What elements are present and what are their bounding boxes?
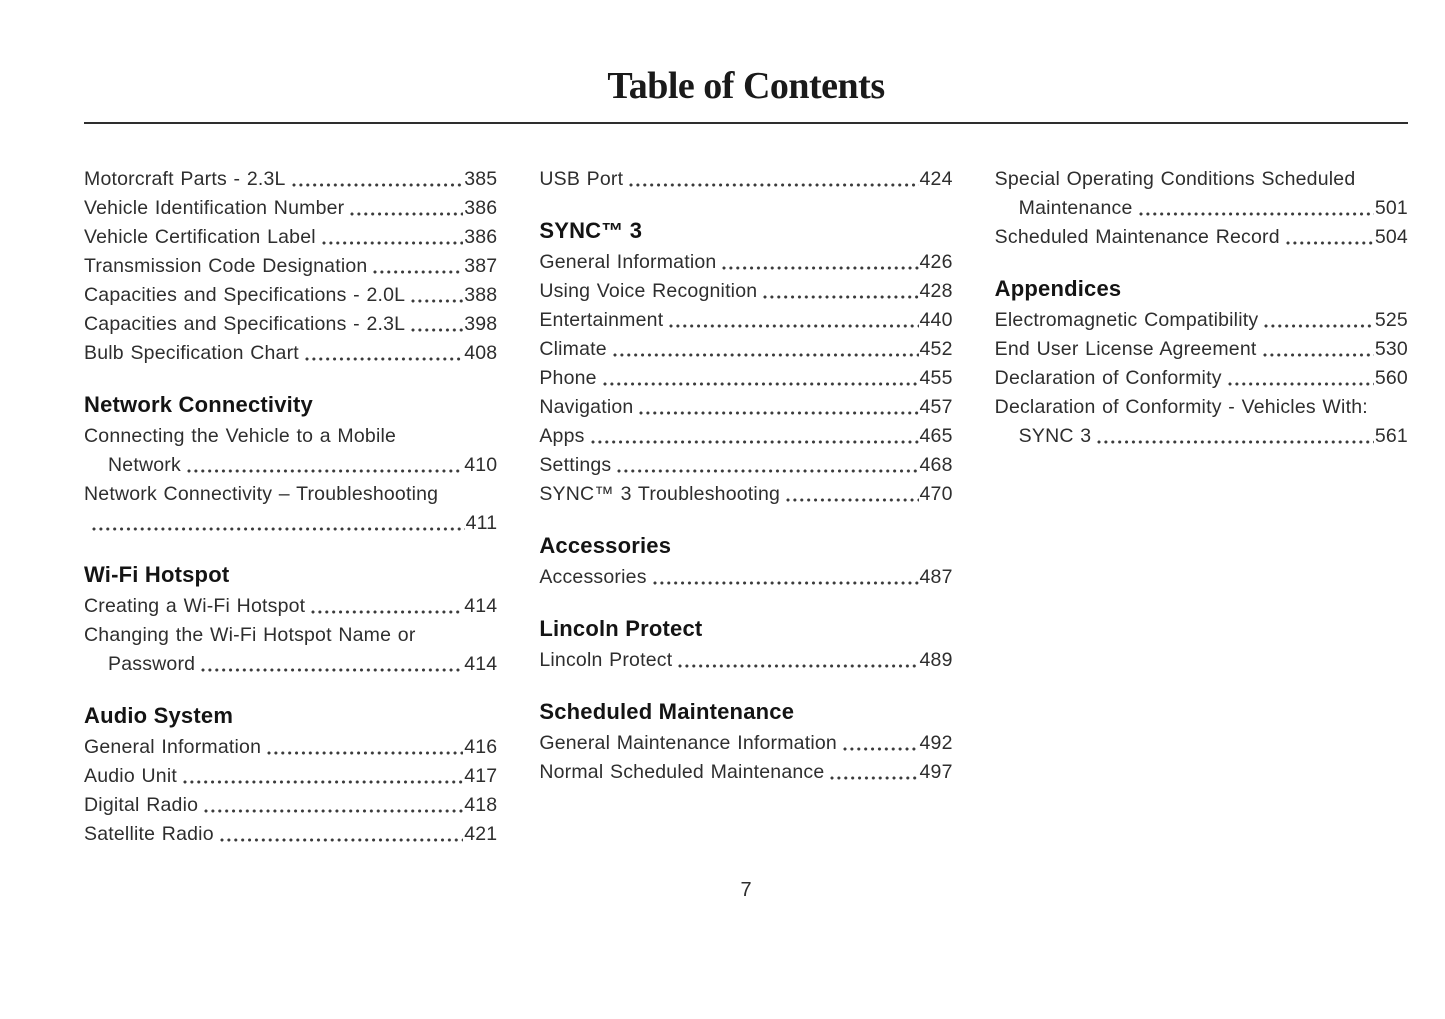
entry-label: USB Port [539, 168, 624, 190]
entry-line [84, 194, 497, 223]
dotted-leader [830, 776, 918, 780]
entry-line [84, 422, 497, 451]
entry-page-number: 455 [919, 367, 953, 389]
entry-page-number: 501 [1374, 197, 1408, 219]
entry-label: Capacities and Specifications - 2.3L [84, 313, 406, 335]
toc-entry[interactable] [995, 223, 1408, 252]
dotted-leader [187, 469, 463, 473]
toc-entry[interactable] [539, 306, 952, 335]
toc-entry[interactable] [539, 451, 952, 480]
page-title: Table of Contents [607, 65, 885, 107]
entry-page-number: 530 [1374, 338, 1408, 360]
toc-section [539, 216, 952, 509]
entry-line [84, 762, 497, 791]
toc-entry[interactable] [84, 223, 497, 252]
toc-entry[interactable] [84, 621, 497, 679]
entry-line [539, 393, 952, 422]
toc-columns [0, 124, 1445, 849]
entry-line-continuation [995, 194, 1408, 223]
entry-label: Audio Unit [84, 765, 177, 787]
entry-label: Climate [539, 338, 607, 360]
dotted-leader [292, 183, 464, 187]
entry-page-number: 385 [464, 168, 498, 190]
toc-entry[interactable] [539, 335, 952, 364]
entry-line [539, 758, 952, 787]
entry-page-number: 465 [919, 425, 953, 447]
entry-label: Changing the Wi-Fi Hotspot Name or [84, 624, 416, 646]
dotted-leader [1139, 212, 1374, 216]
dotted-leader [629, 183, 918, 187]
toc-entry[interactable] [995, 393, 1408, 451]
dotted-leader [786, 498, 918, 502]
entry-label: Vehicle Certification Label [84, 226, 316, 248]
entry-line [539, 422, 952, 451]
entry-label: Declaration of Conformity [994, 367, 1222, 389]
toc-section [84, 390, 497, 538]
entry-page-number: 560 [1374, 367, 1408, 389]
dotted-leader [322, 241, 463, 245]
entry-page-number: 457 [919, 396, 953, 418]
section-heading: Accessories [539, 533, 672, 558]
toc-entry[interactable] [539, 646, 952, 675]
entry-page-number: 428 [919, 280, 953, 302]
toc-entry[interactable] [995, 306, 1408, 335]
toc-entry[interactable] [539, 393, 952, 422]
dotted-leader [1097, 440, 1374, 444]
entry-page-number: 386 [464, 197, 498, 219]
entry-page-number: 497 [919, 761, 953, 783]
entry-line [539, 306, 952, 335]
dotted-leader [411, 328, 463, 332]
entry-label: End User License Agreement [994, 338, 1257, 360]
entry-label-continuation: Network [108, 454, 181, 476]
entry-line [539, 277, 952, 306]
entry-label: General Maintenance Information [539, 732, 837, 754]
toc-entry[interactable] [539, 165, 952, 194]
entry-label: Entertainment [539, 309, 664, 331]
toc-entry[interactable] [539, 758, 952, 787]
entry-page-number: 411 [465, 512, 498, 534]
dotted-leader [591, 440, 919, 444]
toc-entry[interactable] [539, 364, 952, 393]
entry-line [84, 252, 497, 281]
entry-line [84, 621, 497, 650]
entry-line [84, 791, 497, 820]
entry-label: Navigation [539, 396, 634, 418]
entry-label-continuation: Maintenance [1018, 197, 1133, 219]
entry-page-number: 421 [464, 823, 498, 845]
dotted-leader [678, 664, 918, 668]
entry-page-number: 561 [1374, 425, 1408, 447]
entry-label: Declaration of Conformity - Vehicles With: [994, 396, 1368, 418]
entry-page-number: 386 [464, 226, 498, 248]
entry-line [995, 335, 1408, 364]
entry-label: SYNC™ 3 Troubleshooting [539, 483, 781, 505]
entry-page-number: 452 [919, 338, 953, 360]
entry-label: Using Voice Recognition [539, 280, 758, 302]
dotted-leader [1228, 382, 1374, 386]
dotted-leader [1286, 241, 1374, 245]
entry-page-number: 417 [464, 765, 498, 787]
toc-entry[interactable] [84, 762, 497, 791]
entry-label: Phone [539, 367, 597, 389]
dotted-leader [763, 295, 918, 299]
entry-line [539, 563, 952, 592]
toc-entry[interactable] [84, 791, 497, 820]
section-heading: Network Connectivity [84, 392, 313, 417]
entry-page-number: 504 [1374, 226, 1408, 248]
toc-entry[interactable] [995, 165, 1408, 223]
entry-page-number: 387 [464, 255, 498, 277]
dotted-leader [183, 780, 463, 784]
entry-line [539, 335, 952, 364]
entry-page-number: 487 [919, 566, 953, 588]
entry-page-number: 388 [464, 284, 498, 306]
section-heading: SYNC™ 3 [539, 218, 643, 243]
entry-label: Connecting the Vehicle to a Mobile [84, 425, 397, 447]
entry-page-number: 418 [464, 794, 498, 816]
entry-page-number: 408 [464, 342, 498, 364]
toc-entry[interactable] [84, 422, 497, 480]
entry-label: Bulb Specification Chart [84, 342, 299, 364]
toc-entry[interactable] [539, 729, 952, 758]
dotted-leader [639, 411, 918, 415]
dotted-leader [201, 668, 463, 672]
entry-label: Lincoln Protect [539, 649, 673, 671]
dotted-leader [311, 610, 463, 614]
dotted-leader [843, 747, 919, 751]
entry-line [539, 451, 952, 480]
dotted-leader [350, 212, 463, 216]
entry-page-number: 525 [1374, 309, 1408, 331]
entry-line [84, 165, 497, 194]
dotted-leader [722, 266, 918, 270]
section-heading: Wi-Fi Hotspot [84, 562, 230, 587]
entry-page-number: 410 [464, 454, 498, 476]
dotted-leader [1263, 353, 1374, 357]
entry-page-number: 470 [919, 483, 953, 505]
entry-label: Special Operating Conditions Scheduled [994, 168, 1356, 190]
entry-page-number: 492 [919, 732, 953, 754]
entry-page-number: 489 [919, 649, 953, 671]
section-heading: Audio System [84, 703, 234, 728]
entry-page-number: 468 [919, 454, 953, 476]
toc-entry[interactable] [84, 820, 497, 849]
section-heading: Lincoln Protect [539, 616, 703, 641]
dotted-leader [1264, 324, 1374, 328]
toc-section [84, 560, 497, 679]
entry-line [539, 480, 952, 509]
toc-entry[interactable] [84, 480, 497, 538]
entry-label: Scheduled Maintenance Record [994, 226, 1280, 248]
toc-entry[interactable] [539, 422, 952, 451]
entry-line [84, 480, 497, 509]
dotted-leader [220, 838, 463, 842]
entry-label-continuation: SYNC 3 [1018, 425, 1092, 447]
entry-page-number: 440 [919, 309, 953, 331]
entry-line [995, 165, 1408, 194]
toc-column-2 [539, 165, 952, 849]
entry-label: General Information [539, 251, 717, 273]
entry-line [84, 592, 497, 621]
toc-entry[interactable] [84, 310, 497, 339]
toc-entry[interactable] [84, 733, 497, 762]
entry-label: Capacities and Specifications - 2.0L [84, 284, 406, 306]
entry-line [539, 165, 952, 194]
entry-line [84, 339, 497, 368]
dotted-leader [204, 809, 463, 813]
entry-label: General Information [84, 736, 262, 758]
toc-section [995, 274, 1408, 451]
dotted-leader [267, 751, 463, 755]
entry-label: Electromagnetic Compatibility [994, 309, 1259, 331]
toc-entry[interactable] [84, 339, 497, 368]
entry-line [539, 248, 952, 277]
entry-page-number: 414 [464, 595, 498, 617]
dotted-leader [373, 270, 463, 274]
entry-label: Vehicle Identification Number [84, 197, 345, 219]
toc-section [539, 165, 952, 194]
entry-line [84, 281, 497, 310]
entry-label: Transmission Code Designation [84, 255, 368, 277]
entry-line [84, 820, 497, 849]
entry-label: Motorcraft Parts - 2.3L [84, 168, 286, 190]
entry-line-continuation [84, 650, 497, 679]
toc-column-3 [995, 165, 1408, 849]
entry-line [995, 393, 1408, 422]
dotted-leader [603, 382, 919, 386]
entry-label: Settings [539, 454, 612, 476]
entry-line [539, 646, 952, 675]
dotted-leader [613, 353, 919, 357]
entry-page-number: 424 [919, 168, 953, 190]
section-heading: Scheduled Maintenance [539, 699, 795, 724]
entry-line [995, 306, 1408, 335]
toc-section [84, 165, 497, 368]
toc-entry[interactable] [84, 165, 497, 194]
toc-entry[interactable] [84, 252, 497, 281]
entry-page-number: 398 [464, 313, 498, 335]
dotted-leader [411, 299, 463, 303]
entry-label: Network Connectivity – Troubleshooting [84, 483, 439, 505]
toc-section [84, 701, 497, 849]
toc-entry[interactable] [995, 335, 1408, 364]
entry-page-number: 414 [464, 653, 498, 675]
entry-label: Creating a Wi-Fi Hotspot [84, 595, 306, 617]
toc-entry[interactable] [84, 281, 497, 310]
entry-label: Apps [539, 425, 585, 447]
entry-label: Digital Radio [84, 794, 199, 816]
toc-section [995, 165, 1408, 252]
entry-line [539, 364, 952, 393]
toc-entry[interactable] [539, 277, 952, 306]
dotted-leader [669, 324, 918, 328]
toc-column-1 [84, 165, 497, 849]
toc-section [539, 614, 952, 675]
page-footer [84, 876, 1408, 905]
toc-entry[interactable] [539, 480, 952, 509]
toc-section [539, 531, 952, 592]
toc-entry[interactable] [84, 194, 497, 223]
entry-line [84, 223, 497, 252]
entry-label: Satellite Radio [84, 823, 214, 845]
entry-line-continuation [995, 422, 1408, 451]
entry-line [84, 733, 497, 762]
toc-entry[interactable] [539, 563, 952, 592]
toc-entry[interactable] [539, 248, 952, 277]
entry-label: Normal Scheduled Maintenance [539, 761, 825, 783]
entry-label: Accessories [539, 566, 647, 588]
entry-line [84, 310, 497, 339]
section-heading: Appendices [994, 276, 1122, 301]
page-header [0, 0, 1445, 124]
entry-line-continuation [84, 509, 497, 538]
toc-entry[interactable] [995, 364, 1408, 393]
toc-entry[interactable] [84, 592, 497, 621]
entry-label-continuation: Password [108, 653, 196, 675]
entry-line [995, 223, 1408, 252]
entry-page-number: 426 [919, 251, 953, 273]
entry-line [539, 729, 952, 758]
entry-line [995, 364, 1408, 393]
dotted-leader [653, 581, 919, 585]
toc-section [539, 697, 952, 787]
dotted-leader [92, 527, 465, 531]
footer-page-number: 7 [740, 879, 752, 901]
entry-page-number: 416 [464, 736, 498, 758]
dotted-leader [617, 469, 918, 473]
dotted-leader [305, 357, 463, 361]
entry-line-continuation [84, 451, 497, 480]
